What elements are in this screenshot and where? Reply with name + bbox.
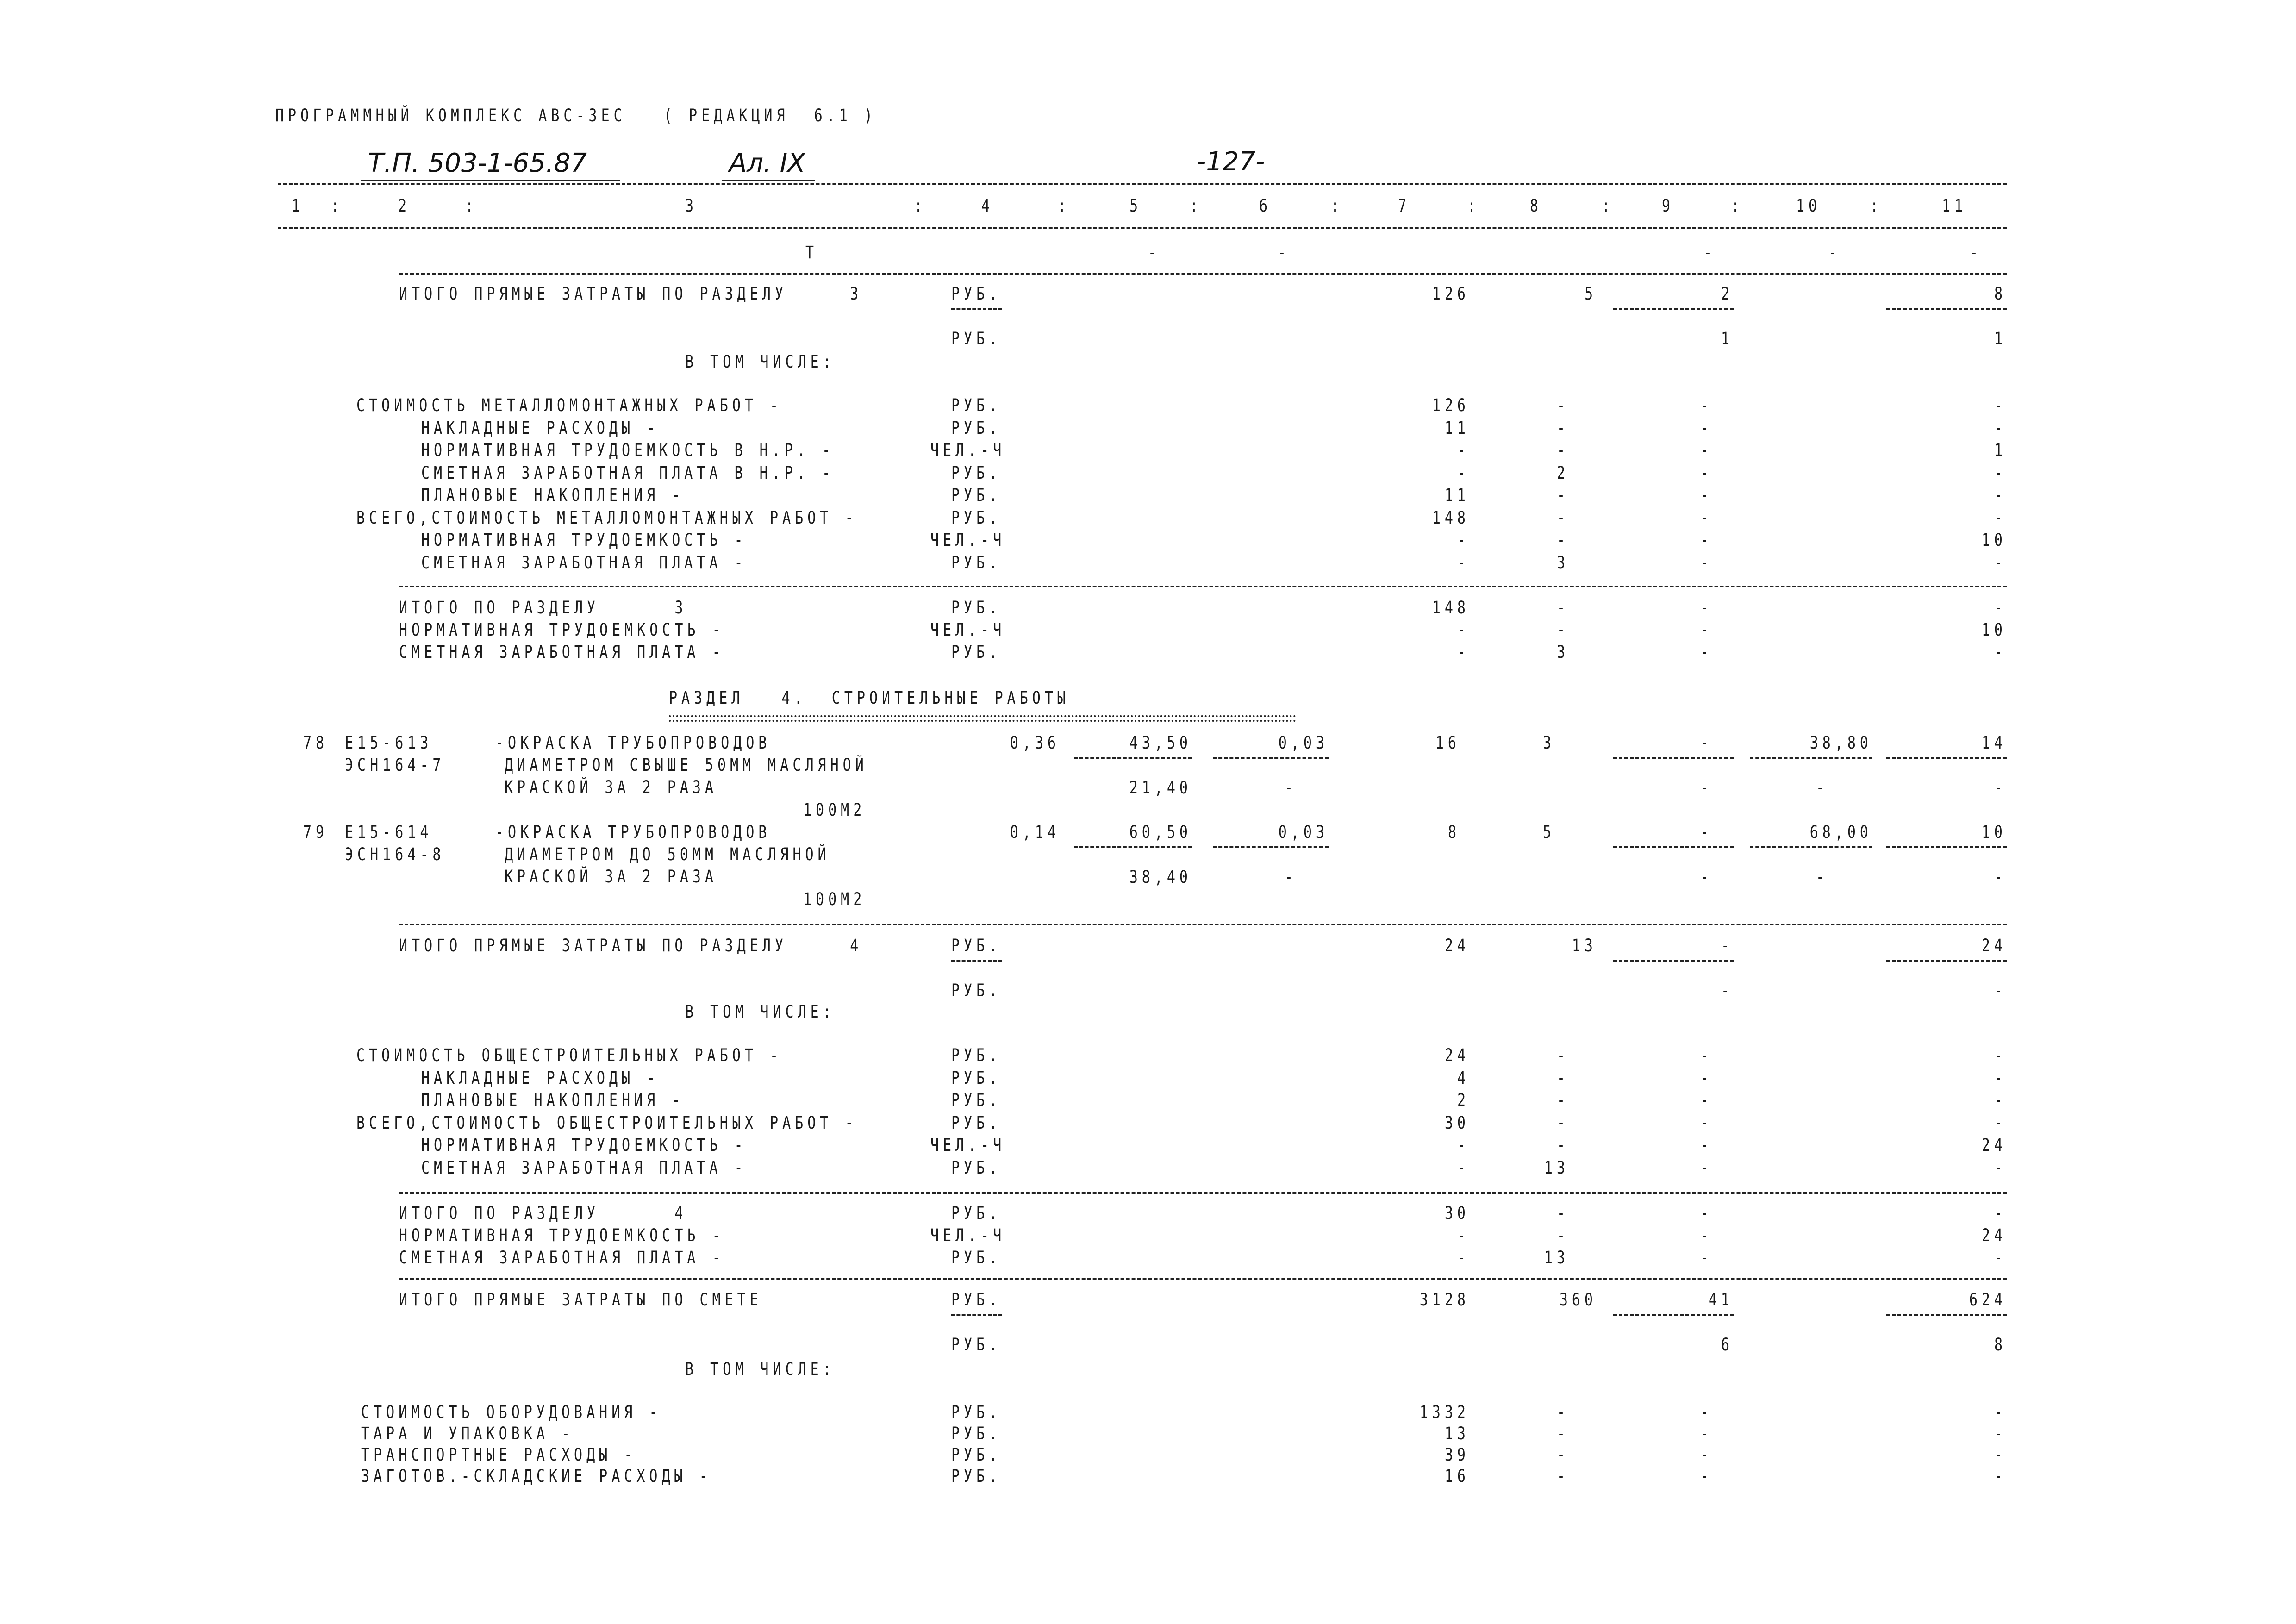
album-underline: [722, 180, 815, 181]
section4-total-label: НОРМАТИВНАЯ ТРУДОЕМКОСТЬ -: [399, 1225, 725, 1246]
section3-row-c11: -: [1994, 418, 2007, 438]
section4-row-unit: ЧЕЛ.-Ч: [930, 1135, 1006, 1156]
item-c11: 14: [1981, 733, 2007, 753]
section4-total-c11: 24: [1981, 1225, 2007, 1246]
direct-costs-unit2: РУБ.: [951, 1335, 1002, 1355]
direct-costs-c9b: 1: [1721, 329, 1734, 349]
direct-costs-c11: 624: [1969, 1290, 2007, 1310]
item-c9-divider: [1613, 846, 1734, 848]
direct-costs-c8: 13: [1572, 936, 1597, 956]
section3-row-c11: -: [1994, 552, 2007, 573]
section3-row-label: НОРМАТИВНАЯ ТРУДОЕМКОСТЬ В Н.Р. -: [421, 440, 835, 461]
item-c11-divider: [1886, 757, 2007, 759]
section4-total-c9: -: [1700, 1248, 1713, 1268]
rule-5: [399, 1278, 2007, 1280]
section3-row-c9: -: [1700, 530, 1713, 550]
section4-row-c11: 24: [1981, 1135, 2007, 1156]
sub-header-t: Т: [805, 243, 818, 263]
estimate-row-c9: -: [1700, 1402, 1713, 1423]
item-quantity: 0,36: [1010, 733, 1060, 753]
unit-divider: [951, 960, 1002, 962]
item-quantity: 0,14: [1010, 822, 1060, 843]
estimate-row-c11: -: [1994, 1424, 2007, 1444]
column-header-15: :: [1602, 196, 1615, 216]
section3-row-c7: 11: [1444, 418, 1470, 438]
section4-row-c7: 24: [1444, 1045, 1470, 1066]
direct-costs-c7: 3128: [1419, 1290, 1470, 1310]
section3-row-c8: -: [1556, 395, 1569, 416]
c9-divider: [1613, 308, 1734, 310]
item-c11b: -: [1994, 867, 2007, 887]
section3-row-c11: 10: [1981, 530, 2007, 550]
section3-total-label: СМЕТНАЯ ЗАРАБОТНАЯ ПЛАТА -: [399, 642, 725, 662]
c6-divider: [1213, 846, 1329, 848]
estimate-row-c9: -: [1700, 1424, 1713, 1444]
column-header-20: 11: [1942, 196, 1967, 216]
section3-row-c9: -: [1700, 418, 1713, 438]
section3-total-c11: -: [1994, 598, 2007, 618]
section3-row-unit: РУБ.: [951, 552, 1002, 573]
item-c6b: -: [1285, 778, 1298, 798]
estimate-row-c11: -: [1994, 1445, 2007, 1465]
section4-total-c7: -: [1457, 1225, 1470, 1246]
section3-row-c9: -: [1700, 462, 1713, 483]
sub-header-c10: -: [1828, 243, 1841, 263]
section3-total-c7: -: [1457, 620, 1470, 640]
direct-costs-unit2: РУБ.: [951, 329, 1002, 349]
section4-row-label: ВСЕГО,СТОИМОСТЬ ОБЩЕСТРОИТЕЛЬНЫХ РАБОТ -: [356, 1112, 858, 1133]
project-code-underline: [361, 180, 620, 181]
section4-row-c11: -: [1994, 1112, 2007, 1133]
item-unit-price-secondary: 21,40: [1129, 778, 1192, 798]
section3-row-c11: -: [1994, 462, 2007, 483]
item-c10b: -: [1816, 867, 1828, 887]
section3-total-c8: 3: [1556, 642, 1569, 662]
section3-row-c7: -: [1457, 530, 1470, 550]
direct-costs-c8: 360: [1559, 1290, 1597, 1310]
item-c11b: -: [1994, 778, 2007, 798]
section4-row-c7: -: [1457, 1157, 1470, 1178]
estimate-row-unit: РУБ.: [951, 1402, 1002, 1423]
section4-total-c7: -: [1457, 1248, 1470, 1268]
item-c9b: -: [1700, 867, 1713, 887]
section3-row-c11: -: [1994, 485, 2007, 506]
item-description-line: КРАСКОЙ ЗА 2 РАЗА: [505, 777, 718, 798]
item-code: Е15-614: [345, 822, 433, 843]
section3-total-c8: -: [1556, 598, 1569, 618]
section4-row-c11: -: [1994, 1045, 2007, 1066]
c11-divider: [1886, 308, 2007, 310]
section3-row-c7: 11: [1444, 485, 1470, 506]
estimate-row-c8: -: [1556, 1445, 1569, 1465]
section4-total-c7: 30: [1444, 1203, 1470, 1224]
column-header-11: :: [1331, 196, 1344, 216]
sub-header-c6: -: [1278, 243, 1291, 263]
program-header: ПРОГРАММНЫЙ КОМПЛЕКС АВС-ЗЕС ( РЕДАКЦИЯ 6.1 ): [275, 106, 877, 126]
item-number: 78: [303, 733, 329, 753]
c6-divider: [1213, 757, 1329, 759]
direct-costs-c9: 41: [1708, 1290, 1734, 1310]
item-c11-divider: [1886, 846, 2007, 848]
direct-costs-label: ИТОГО ПРЯМЫЕ ЗАТРАТЫ ПО РАЗДЕЛУ 4: [399, 936, 863, 956]
section4-row-label: ПЛАНОВЫЕ НАКОПЛЕНИЯ -: [421, 1090, 685, 1111]
section4-total-c11: -: [1994, 1248, 2007, 1268]
section4-total-unit: РУБ.: [951, 1248, 1002, 1268]
estimate-row-c7: 16: [1444, 1466, 1470, 1487]
item-c6: 0,03: [1278, 733, 1329, 753]
direct-costs-c9: 2: [1721, 284, 1734, 304]
section4-row-unit: РУБ.: [951, 1068, 1002, 1088]
section3-row-c7: -: [1457, 462, 1470, 483]
section3-row-c11: 1: [1994, 440, 2007, 461]
section3-row-unit: ЧЕЛ.-Ч: [930, 530, 1006, 550]
column-header-1: :: [331, 196, 344, 216]
section3-row-label: ПЛАНОВЫЕ НАКОПЛЕНИЯ -: [421, 485, 685, 506]
estimate-row-unit: РУБ.: [951, 1445, 1002, 1465]
column-header-13: :: [1467, 196, 1480, 216]
section3-total-c7: -: [1457, 642, 1470, 662]
direct-costs-c7: 24: [1444, 936, 1470, 956]
section4-total-c8: -: [1556, 1225, 1569, 1246]
section4-row-c11: -: [1994, 1068, 2007, 1088]
estimate-row-label: ТАРА И УПАКОВКА -: [361, 1424, 574, 1444]
estimate-row-label: ЗАГОТОВ.-СКЛАДСКИЕ РАСХОДЫ -: [361, 1466, 712, 1487]
sub-header-c11: -: [1970, 243, 1983, 263]
column-header-5: :: [914, 196, 927, 216]
section3-row-c8: -: [1556, 418, 1569, 438]
column-header-4: 3: [685, 196, 698, 216]
section3-row-c7: -: [1457, 552, 1470, 573]
v-tom-chisle-3: В ТОМ ЧИСЛЕ:: [685, 352, 836, 372]
section4-total-c8: 13: [1544, 1248, 1569, 1268]
section3-row-unit: РУБ.: [951, 485, 1002, 506]
section4-row-c8: -: [1556, 1135, 1569, 1156]
direct-costs-c11: 8: [1994, 284, 2007, 304]
item-c10-divider: [1750, 757, 1872, 759]
direct-costs-unit2: РУБ.: [951, 981, 1002, 1001]
section3-row-c9: -: [1700, 507, 1713, 528]
item-c9: -: [1700, 733, 1713, 753]
direct-costs-label: ИТОГО ПРЯМЫЕ ЗАТРАТЫ ПО РАЗДЕЛУ 3: [399, 284, 863, 304]
direct-costs-unit: РУБ.: [951, 284, 1002, 304]
section4-row-unit: РУБ.: [951, 1112, 1002, 1133]
section4-row-c8: -: [1556, 1090, 1569, 1111]
section3-row-c9: -: [1700, 485, 1713, 506]
section3-total-c11: 10: [1981, 620, 2007, 640]
section3-row-c8: -: [1556, 440, 1569, 461]
item-unit-price-secondary: 38,40: [1129, 867, 1192, 887]
section4-row-c9: -: [1700, 1068, 1713, 1088]
item-c8: 5: [1542, 822, 1555, 843]
album-number: Ал. IX: [729, 148, 805, 178]
item-code-secondary: ЭСН164-7: [345, 755, 445, 775]
section4-total-unit: ЧЕЛ.-Ч: [930, 1225, 1006, 1246]
section3-row-c8: -: [1556, 485, 1569, 506]
estimate-row-c7: 13: [1444, 1424, 1470, 1444]
section4-row-c7: 30: [1444, 1112, 1470, 1133]
section3-row-unit: РУБ.: [951, 507, 1002, 528]
project-code: Т.П. 503-1-65.87: [368, 148, 587, 178]
section4-row-c11: -: [1994, 1090, 2007, 1111]
section3-total-c9: -: [1700, 620, 1713, 640]
section4-row-c11: -: [1994, 1157, 2007, 1178]
section3-row-c7: -: [1457, 440, 1470, 461]
item-description-line: -ОКРАСКА ТРУБОПРОВОДОВ: [495, 733, 771, 753]
column-header-14: 8: [1530, 196, 1543, 216]
column-header-18: 10: [1796, 196, 1822, 216]
direct-costs-c9: -: [1721, 936, 1734, 956]
section4-row-c7: 2: [1457, 1090, 1470, 1111]
v-tom-chisle-4: В ТОМ ЧИСЛЕ:: [685, 1002, 836, 1022]
estimate-row-c9: -: [1700, 1466, 1713, 1487]
item-description-line: КРАСКОЙ ЗА 2 РАЗА: [505, 867, 718, 887]
rule-1: [399, 273, 2007, 275]
section4-row-c9: -: [1700, 1157, 1713, 1178]
direct-costs-label: ИТОГО ПРЯМЫЕ ЗАТРАТЫ ПО СМЕТЕ: [399, 1290, 762, 1310]
section3-row-label: СМЕТНАЯ ЗАРАБОТНАЯ ПЛАТА -: [421, 552, 747, 573]
c11-divider: [1886, 1314, 2007, 1316]
sub-header-c5: -: [1148, 243, 1161, 263]
price-divider: [1074, 757, 1192, 759]
page-number: -127-: [1197, 147, 1265, 177]
direct-costs-c9b: -: [1721, 981, 1734, 1001]
item-c7: 8: [1447, 822, 1460, 843]
v-tom-chisle-estimate: В ТОМ ЧИСЛЕ:: [685, 1359, 836, 1380]
unit-divider: [951, 1314, 1002, 1316]
item-number: 79: [303, 822, 329, 843]
direct-costs-c7: 126: [1432, 284, 1470, 304]
section3-total-label: НОРМАТИВНАЯ ТРУДОЕМКОСТЬ -: [399, 620, 725, 640]
section4-total-unit: РУБ.: [951, 1203, 1002, 1224]
section4-row-c8: -: [1556, 1112, 1569, 1133]
direct-costs-c11b: 8: [1994, 1335, 2007, 1355]
section4-total-label: ИТОГО ПО РАЗДЕЛУ 4: [399, 1203, 687, 1224]
item-c10: 68,00: [1809, 822, 1872, 843]
estimate-row-label: ТРАНСПОРТНЫЕ РАСХОДЫ -: [361, 1445, 637, 1465]
section3-total-c7: 148: [1432, 598, 1470, 618]
rule-3: [399, 924, 2007, 925]
section3-total-c9: -: [1700, 642, 1713, 662]
item-unit-price: 60,50: [1129, 822, 1192, 843]
section4-row-c9: -: [1700, 1135, 1713, 1156]
item-c10: 38,80: [1809, 733, 1872, 753]
item-c10b: -: [1816, 778, 1828, 798]
estimate-row-label: СТОИМОСТЬ ОБОРУДОВАНИЯ -: [361, 1402, 662, 1423]
top-rule: [278, 183, 2007, 185]
direct-costs-unit: РУБ.: [951, 1290, 1002, 1310]
estimate-row-c8: -: [1556, 1424, 1569, 1444]
section3-total-unit: ЧЕЛ.-Ч: [930, 620, 1006, 640]
section3-total-unit: РУБ.: [951, 598, 1002, 618]
section4-row-c7: 4: [1457, 1068, 1470, 1088]
header-rule: [278, 227, 2007, 229]
section4-row-unit: РУБ.: [951, 1090, 1002, 1111]
direct-costs-c8: 5: [1584, 284, 1597, 304]
section4-title-rule: [669, 715, 1296, 717]
estimate-row-c8: -: [1556, 1402, 1569, 1423]
section3-row-c9: -: [1700, 552, 1713, 573]
section3-row-label: НАКЛАДНЫЕ РАСХОДЫ -: [421, 418, 660, 438]
section4-row-c8: 13: [1544, 1157, 1569, 1178]
item-c7: 16: [1435, 733, 1460, 753]
column-header-6: 4: [981, 196, 994, 216]
direct-costs-c11: 24: [1981, 936, 2007, 956]
item-c9: -: [1700, 822, 1713, 843]
section3-row-c8: -: [1556, 530, 1569, 550]
section3-row-c11: -: [1994, 507, 2007, 528]
price-divider: [1074, 846, 1192, 848]
section4-row-c9: -: [1700, 1112, 1713, 1133]
rule-4: [399, 1192, 2007, 1194]
item-c6b: -: [1285, 867, 1298, 887]
item-description-line: ДИАМЕТРОМ СВЫШЕ 50ММ МАСЛЯНОЙ: [505, 755, 868, 775]
column-header-10: 6: [1259, 196, 1272, 216]
column-header-7: :: [1058, 196, 1071, 216]
estimate-row-c8: -: [1556, 1466, 1569, 1487]
estimate-row-unit: РУБ.: [951, 1466, 1002, 1487]
direct-costs-c11b: 1: [1994, 329, 2007, 349]
c9-divider: [1613, 1314, 1734, 1316]
sub-header-c9: -: [1703, 243, 1716, 263]
section4-row-c9: -: [1700, 1045, 1713, 1066]
section3-total-c8: -: [1556, 620, 1569, 640]
estimate-row-unit: РУБ.: [951, 1424, 1002, 1444]
item-unit: 100М2: [803, 889, 866, 910]
column-header-3: :: [465, 196, 478, 216]
section3-row-label: СМЕТНАЯ ЗАРАБОТНАЯ ПЛАТА В Н.Р. -: [421, 462, 835, 483]
estimate-row-c7: 39: [1444, 1445, 1470, 1465]
section4-title: РАЗДЕЛ 4. СТРОИТЕЛЬНЫЕ РАБОТЫ: [669, 688, 1070, 708]
item-code-secondary: ЭСН164-8: [345, 844, 445, 865]
column-header-16: 9: [1662, 196, 1675, 216]
section4-total-c9: -: [1700, 1203, 1713, 1224]
item-c9-divider: [1613, 757, 1734, 759]
section3-total-c9: -: [1700, 598, 1713, 618]
rule-2: [399, 586, 2007, 587]
direct-costs-c9b: 6: [1721, 1335, 1734, 1355]
section4-row-unit: РУБ.: [951, 1157, 1002, 1178]
item-unit-price: 43,50: [1129, 733, 1192, 753]
item-unit: 100М2: [803, 800, 866, 820]
section3-row-label: СТОИМОСТЬ МЕТАЛЛОМОНТАЖНЫХ РАБОТ -: [356, 395, 783, 416]
section3-row-c9: -: [1700, 395, 1713, 416]
section3-total-c11: -: [1994, 642, 2007, 662]
section4-total-c9: -: [1700, 1225, 1713, 1246]
item-description-line: -ОКРАСКА ТРУБОПРОВОДОВ: [495, 822, 771, 843]
section3-row-c7: 126: [1432, 395, 1470, 416]
c9-divider: [1613, 960, 1734, 962]
section3-row-unit: РУБ.: [951, 462, 1002, 483]
column-header-17: :: [1731, 196, 1744, 216]
section4-row-label: СТОИМОСТЬ ОБЩЕСТРОИТЕЛЬНЫХ РАБОТ -: [356, 1045, 783, 1066]
column-header-19: :: [1870, 196, 1883, 216]
estimate-row-c11: -: [1994, 1402, 2007, 1423]
section3-row-c7: 148: [1432, 507, 1470, 528]
estimate-row-c11: -: [1994, 1466, 2007, 1487]
section3-row-c8: 2: [1556, 462, 1569, 483]
section3-row-label: НОРМАТИВНАЯ ТРУДОЕМКОСТЬ -: [421, 530, 747, 550]
section4-row-c9: -: [1700, 1090, 1713, 1111]
item-code: Е15-613: [345, 733, 433, 753]
section3-row-c8: -: [1556, 507, 1569, 528]
section3-row-c9: -: [1700, 440, 1713, 461]
column-header-2: 2: [398, 196, 411, 216]
item-c9b: -: [1700, 778, 1713, 798]
direct-costs-unit: РУБ.: [951, 936, 1002, 956]
item-c8: 3: [1542, 733, 1555, 753]
section3-row-unit: РУБ.: [951, 418, 1002, 438]
section4-row-c8: -: [1556, 1068, 1569, 1088]
item-c10-divider: [1750, 846, 1872, 848]
section4-total-c8: -: [1556, 1203, 1569, 1224]
section3-total-unit: РУБ.: [951, 642, 1002, 662]
section3-row-label: ВСЕГО,СТОИМОСТЬ МЕТАЛЛОМОНТАЖНЫХ РАБОТ -: [356, 507, 858, 528]
section3-row-unit: ЧЕЛ.-Ч: [930, 440, 1006, 461]
c11-divider: [1886, 960, 2007, 962]
section4-total-label: СМЕТНАЯ ЗАРАБОТНАЯ ПЛАТА -: [399, 1248, 725, 1268]
direct-costs-c11b: -: [1994, 981, 2007, 1001]
item-c11: 10: [1981, 822, 2007, 843]
column-header-0: 1: [292, 196, 305, 216]
estimate-row-c7: 1332: [1419, 1402, 1470, 1423]
column-header-12: 7: [1398, 196, 1411, 216]
section3-row-unit: РУБ.: [951, 395, 1002, 416]
section4-row-c8: -: [1556, 1045, 1569, 1066]
section3-total-label: ИТОГО ПО РАЗДЕЛУ 3: [399, 598, 687, 618]
item-c6: 0,03: [1278, 822, 1329, 843]
section3-row-c11: -: [1994, 395, 2007, 416]
section4-row-label: СМЕТНАЯ ЗАРАБОТНАЯ ПЛАТА -: [421, 1157, 747, 1178]
item-description-line: ДИАМЕТРОМ ДО 50ММ МАСЛЯНОЙ: [505, 844, 830, 865]
section4-row-c7: -: [1457, 1135, 1470, 1156]
section3-row-c8: 3: [1556, 552, 1569, 573]
column-header-9: :: [1190, 196, 1203, 216]
estimate-row-c9: -: [1700, 1445, 1713, 1465]
section4-row-unit: РУБ.: [951, 1045, 1002, 1066]
unit-divider: [951, 308, 1002, 310]
section4-row-label: НОРМАТИВНАЯ ТРУДОЕМКОСТЬ -: [421, 1135, 747, 1156]
section4-row-label: НАКЛАДНЫЕ РАСХОДЫ -: [421, 1068, 660, 1088]
section4-total-c11: -: [1994, 1203, 2007, 1224]
column-header-8: 5: [1129, 196, 1142, 216]
